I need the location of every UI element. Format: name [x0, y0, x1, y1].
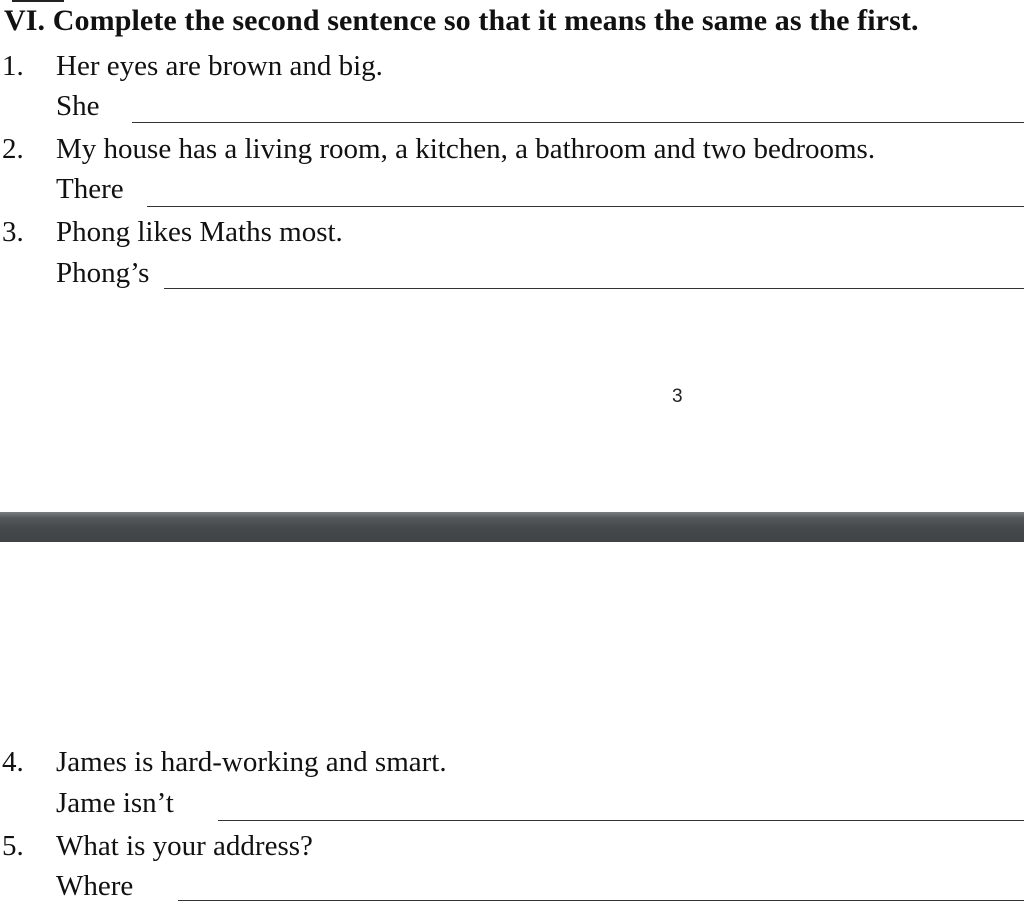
- top-rule: [12, 0, 64, 2]
- answer-stem: She: [56, 90, 100, 122]
- item-sentence: What is your address?: [56, 830, 313, 862]
- item-sentence: My house has a living room, a kitchen, a bathroom and two bedrooms.: [56, 133, 876, 165]
- item-sentence: James is hard-working and smart.: [56, 746, 447, 778]
- item-number: 4.: [2, 746, 24, 778]
- item-sentence: Her eyes are brown and big.: [56, 50, 383, 82]
- answer-stem: Jame isn’t: [56, 787, 174, 819]
- item-number: 2.: [2, 133, 24, 165]
- exercise-heading: VI. Complete the second sentence so that it means the same as the first.: [4, 4, 919, 37]
- answer-stem: There: [56, 173, 124, 205]
- item-number: 5.: [2, 830, 24, 862]
- answer-blank[interactable]: [164, 288, 1024, 289]
- item-number: 1.: [2, 50, 24, 82]
- page-number: 3: [672, 386, 683, 407]
- answer-stem: Where: [56, 870, 134, 902]
- item-number: 3.: [2, 216, 24, 248]
- answer-stem: Phong’s: [56, 257, 150, 289]
- answer-blank[interactable]: [178, 900, 1024, 901]
- answer-blank[interactable]: [132, 122, 1024, 123]
- answer-blank[interactable]: [218, 820, 1024, 821]
- page-break-bar: [0, 512, 1024, 542]
- answer-blank[interactable]: [147, 206, 1024, 207]
- item-sentence: Phong likes Maths most.: [56, 216, 343, 248]
